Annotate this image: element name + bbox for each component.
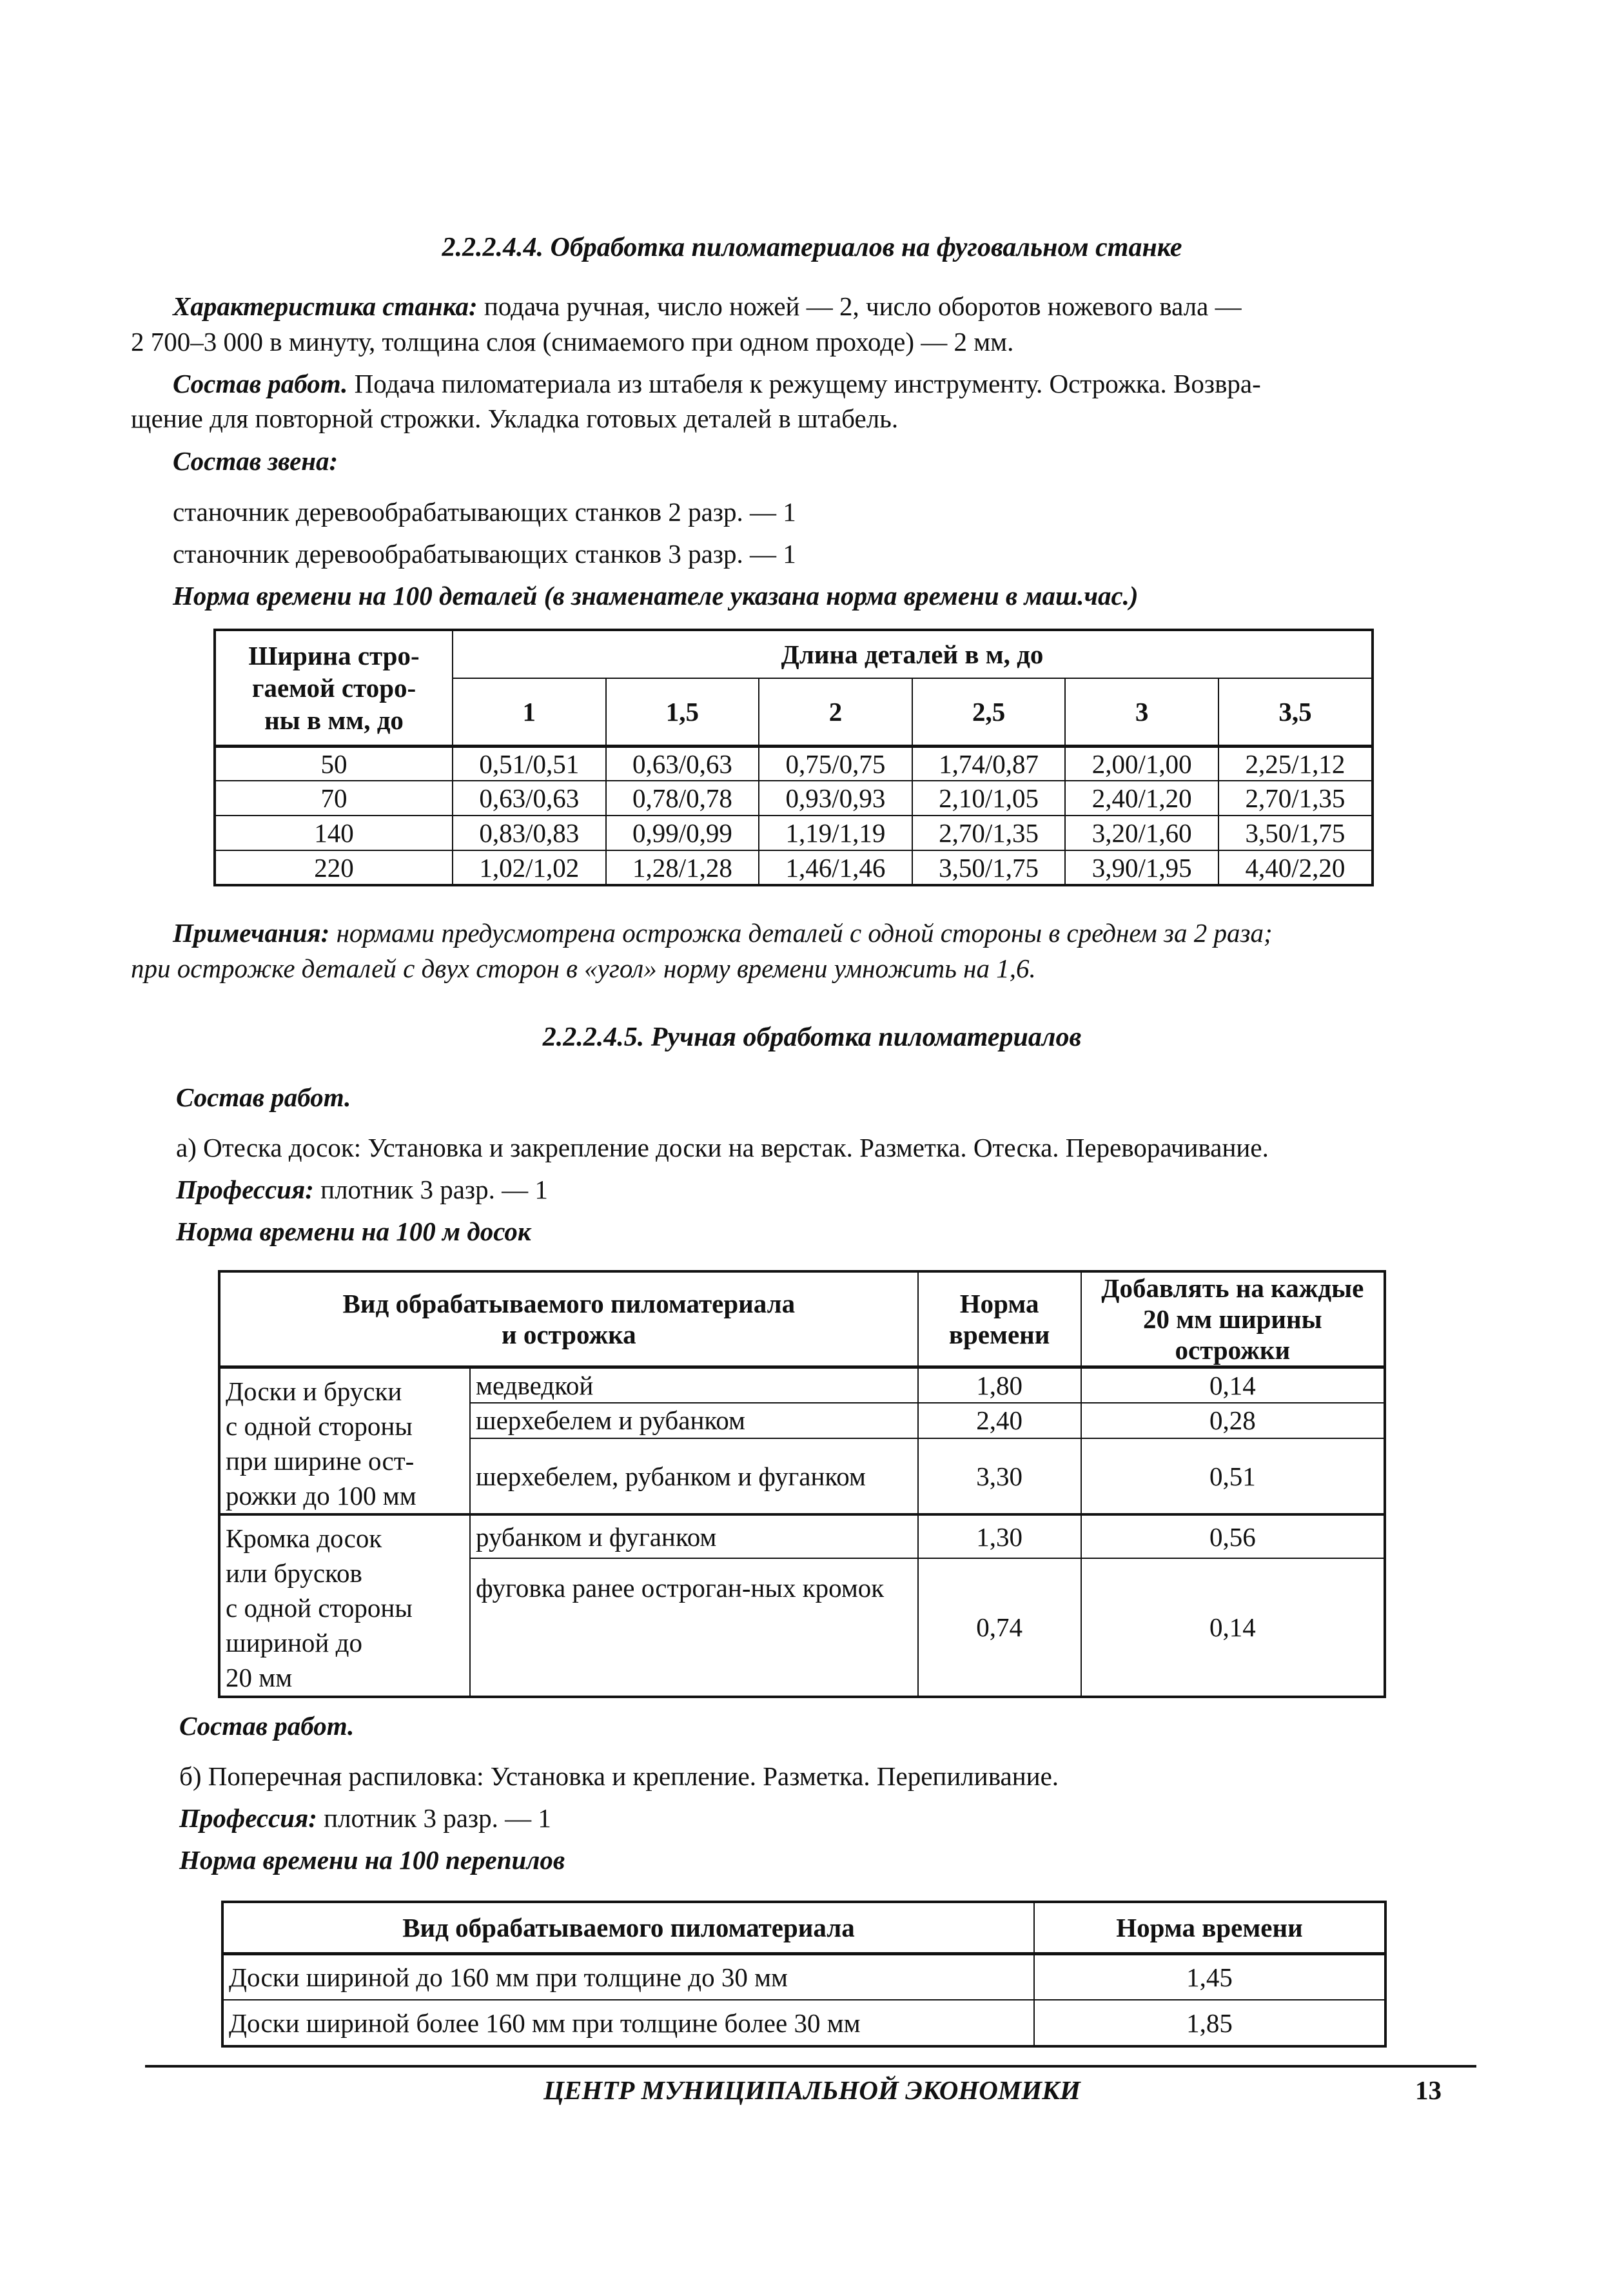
column-header: 3: [1065, 678, 1218, 746]
cell-value: 3,50/1,75: [1218, 816, 1373, 850]
header-line: гаемой сторо-: [251, 672, 416, 703]
table-row: [219, 1367, 1385, 1403]
cell-method: фуговка ранее остроган-ных кромок: [470, 1558, 918, 1697]
cell-value: 2,70/1,35: [1218, 781, 1373, 816]
label-line: с одной стороны: [226, 1411, 413, 1441]
cell-norm: 3,30: [918, 1438, 1081, 1514]
cell-value: 4,40/2,20: [1218, 850, 1373, 885]
works-text: Подача пиломатериала из штабеля к режущему инструменту. Острожка. Возвра-: [347, 369, 1261, 398]
label-line: с одной стороны: [226, 1593, 413, 1623]
cell-add: 0,51: [1081, 1438, 1385, 1514]
cell-width: 140: [215, 816, 453, 850]
works-label-b: Состав работ.: [179, 1711, 355, 1741]
footer-divider: [145, 2065, 1476, 2068]
profession-value: плотник 3 разр. — 1: [317, 1803, 551, 1833]
label-line: при ширине ост-: [226, 1446, 415, 1476]
cell-width: 70: [215, 781, 453, 816]
group-header-length: Длина деталей в м, до: [453, 630, 1373, 678]
cell-value: 0,63/0,63: [453, 781, 606, 816]
notes-line2: при острожке деталей с двух сторон в «угол» норму времени умножить на 1,6.: [131, 954, 1036, 983]
table-row: [222, 1953, 1385, 2000]
profession-value: плотник 3 разр. — 1: [313, 1175, 548, 1204]
row-header-width: [215, 630, 453, 746]
label-line: или брусков: [226, 1558, 362, 1588]
header-line: и острожка: [501, 1320, 636, 1349]
cell-value: 1,19/1,19: [759, 816, 912, 850]
header-line: Вид обрабатываемого пиломатериала: [342, 1289, 796, 1318]
table-row: [215, 746, 1373, 781]
crew-item: станочник деревообрабатывающих станков 2 разр. — 1: [173, 497, 796, 527]
cell-value: 1,46/1,46: [759, 850, 912, 885]
cell-method: рубанком и фуганком: [470, 1514, 918, 1558]
works-text-line2: щение для повторной строжки. Укладка готовых деталей в штабель.: [131, 404, 899, 433]
cell-method: шерхебелем и рубанком: [470, 1403, 918, 1438]
group-label-edges: [219, 1514, 470, 1697]
cell-value: 0,99/0,99: [606, 816, 759, 850]
cell-value: 0,83/0,83: [453, 816, 606, 850]
works-label: Состав работ.: [173, 369, 348, 398]
part-b-text: б) Поперечная распиловка: Установка и крепление. Разметка. Перепиливание.: [179, 1761, 1059, 1791]
part-b-profession: [179, 1801, 551, 1835]
cell-value: 1,02/1,02: [453, 850, 606, 885]
notes-prefix: Примечания:: [173, 918, 330, 948]
cell-material: Доски шириной до 160 мм при толщине до 30 мм: [222, 1953, 1034, 2000]
table-row: [215, 816, 1373, 850]
part-a-profession: [176, 1172, 548, 1207]
header-norm: [918, 1271, 1081, 1367]
header-line: Норма: [959, 1289, 1039, 1318]
cell-value: 2,70/1,35: [912, 816, 1066, 850]
notes-label: [173, 918, 1273, 948]
cell-add: 0,14: [1081, 1367, 1385, 1403]
cell-norm: 1,80: [918, 1367, 1081, 1403]
section-title-2-2-2-4-4: 2.2.2.4.4. Обработка пиломатериалов на фуговальном станке: [442, 233, 1182, 262]
works-label-a: Состав работ.: [176, 1082, 351, 1112]
header-line: Ширина стро-: [248, 640, 420, 670]
planing-norms-table: [213, 629, 1374, 886]
characteristic-text: подача ручная, число ножей — 2, число оборотов ножевого вала —: [477, 291, 1242, 321]
cell-value: 0,75/0,75: [759, 746, 912, 781]
cell-norm: 1,85: [1034, 2000, 1385, 2046]
cell-value: 2,25/1,12: [1218, 746, 1373, 781]
page-number: 13: [1415, 2075, 1442, 2105]
footer-publisher: ЦЕНТР МУНИЦИПАЛЬНОЙ ЭКОНОМИКИ: [543, 2075, 1081, 2105]
column-header: 3,5: [1218, 678, 1373, 746]
column-header: 1,5: [606, 678, 759, 746]
cell-add: 0,14: [1081, 1558, 1385, 1697]
cell-norm: 2,40: [918, 1403, 1081, 1438]
header-norm: Норма времени: [1034, 1902, 1385, 1953]
cell-value: 2,40/1,20: [1065, 781, 1218, 816]
label-line: 20 мм: [226, 1663, 293, 1692]
cell-add: 0,56: [1081, 1514, 1385, 1558]
cell-value: 1,74/0,87: [912, 746, 1066, 781]
norm-title-boards: Норма времени на 100 м досок: [176, 1217, 531, 1246]
crew-label: Состав звена:: [173, 446, 338, 476]
cell-value: 3,90/1,95: [1065, 850, 1218, 885]
cell-method: шерхебелем, рубанком и фуганком: [470, 1438, 918, 1514]
header-add: [1081, 1271, 1385, 1367]
cell-value: 0,93/0,93: [759, 781, 912, 816]
group-label-boards: [219, 1367, 470, 1515]
header-material: Вид обрабатываемого пиломатериала: [222, 1902, 1034, 1953]
hewing-norms-table: [218, 1270, 1386, 1698]
section-title-2-2-2-4-5: 2.2.2.4.5. Ручная обработка пиломатериалов: [542, 1022, 1082, 1052]
label-line: рожки до 100 мм: [226, 1481, 416, 1511]
label-line: Кромка досок: [226, 1523, 382, 1553]
characteristic-paragraph: [173, 289, 1242, 324]
table-row: [215, 781, 1373, 816]
cell-value: 2,10/1,05: [912, 781, 1066, 816]
cell-value: 3,20/1,60: [1065, 816, 1218, 850]
cell-norm: 1,45: [1034, 1953, 1385, 2000]
norm-title-details: Норма времени на 100 деталей (в знаменателе указана норма времени в маш.час.): [173, 581, 1139, 611]
header-line: времени: [948, 1320, 1050, 1349]
cell-value: 0,63/0,63: [606, 746, 759, 781]
header-line: ны в мм, до: [264, 705, 404, 735]
header-line: Добавлять на каждые: [1101, 1273, 1364, 1303]
column-header: 2,5: [912, 678, 1066, 746]
cell-method: медведкой: [470, 1367, 918, 1403]
characteristic-label: Характеристика станка:: [173, 291, 478, 321]
table-row: [219, 1514, 1385, 1558]
cell-value: 2,00/1,00: [1065, 746, 1218, 781]
column-header: 2: [759, 678, 912, 746]
label-line: Доски и бруски: [226, 1376, 402, 1406]
cell-value: 1,28/1,28: [606, 850, 759, 885]
cell-material: Доски шириной более 160 мм при толщине более 30 мм: [222, 2000, 1034, 2046]
column-header: 1: [453, 678, 606, 746]
norm-title-cuts: Норма времени на 100 перепилов: [179, 1845, 565, 1875]
table-row: [222, 2000, 1385, 2046]
cell-value: 0,51/0,51: [453, 746, 606, 781]
table-row: [215, 850, 1373, 885]
label-line: шириной до: [226, 1628, 362, 1658]
works-paragraph: [173, 366, 1261, 401]
cell-add: 0,28: [1081, 1403, 1385, 1438]
cell-norm: 1,30: [918, 1514, 1081, 1558]
cell-norm: 0,74: [918, 1558, 1081, 1697]
characteristic-text-line2: 2 700–3 000 в минуту, толщина слоя (снимаемого при одном проходе) — 2 мм.: [131, 327, 1014, 357]
cell-width: 220: [215, 850, 453, 885]
cell-width: 50: [215, 746, 453, 781]
notes-line1: [173, 915, 1273, 950]
part-a-text: а) Отеска досок: Установка и закрепление доски на верстак. Разметка. Отеска. Переворачивание.: [176, 1133, 1269, 1162]
cell-value: 3,50/1,75: [912, 850, 1066, 885]
profession-label: Профессия:: [176, 1175, 314, 1204]
header-line: 20 мм ширины острожки: [1142, 1304, 1322, 1365]
profession-label: Профессия:: [179, 1803, 317, 1833]
cell-value: 0,78/0,78: [606, 781, 759, 816]
crosscut-norms-table: [221, 1901, 1387, 2048]
crew-item: станочник деревообрабатывающих станков 3 разр. — 1: [173, 539, 796, 569]
notes-text: нормами предусмотрена острожка деталей с одной стороны в среднем за 2 раза;: [329, 918, 1273, 948]
header-material: [219, 1271, 918, 1367]
